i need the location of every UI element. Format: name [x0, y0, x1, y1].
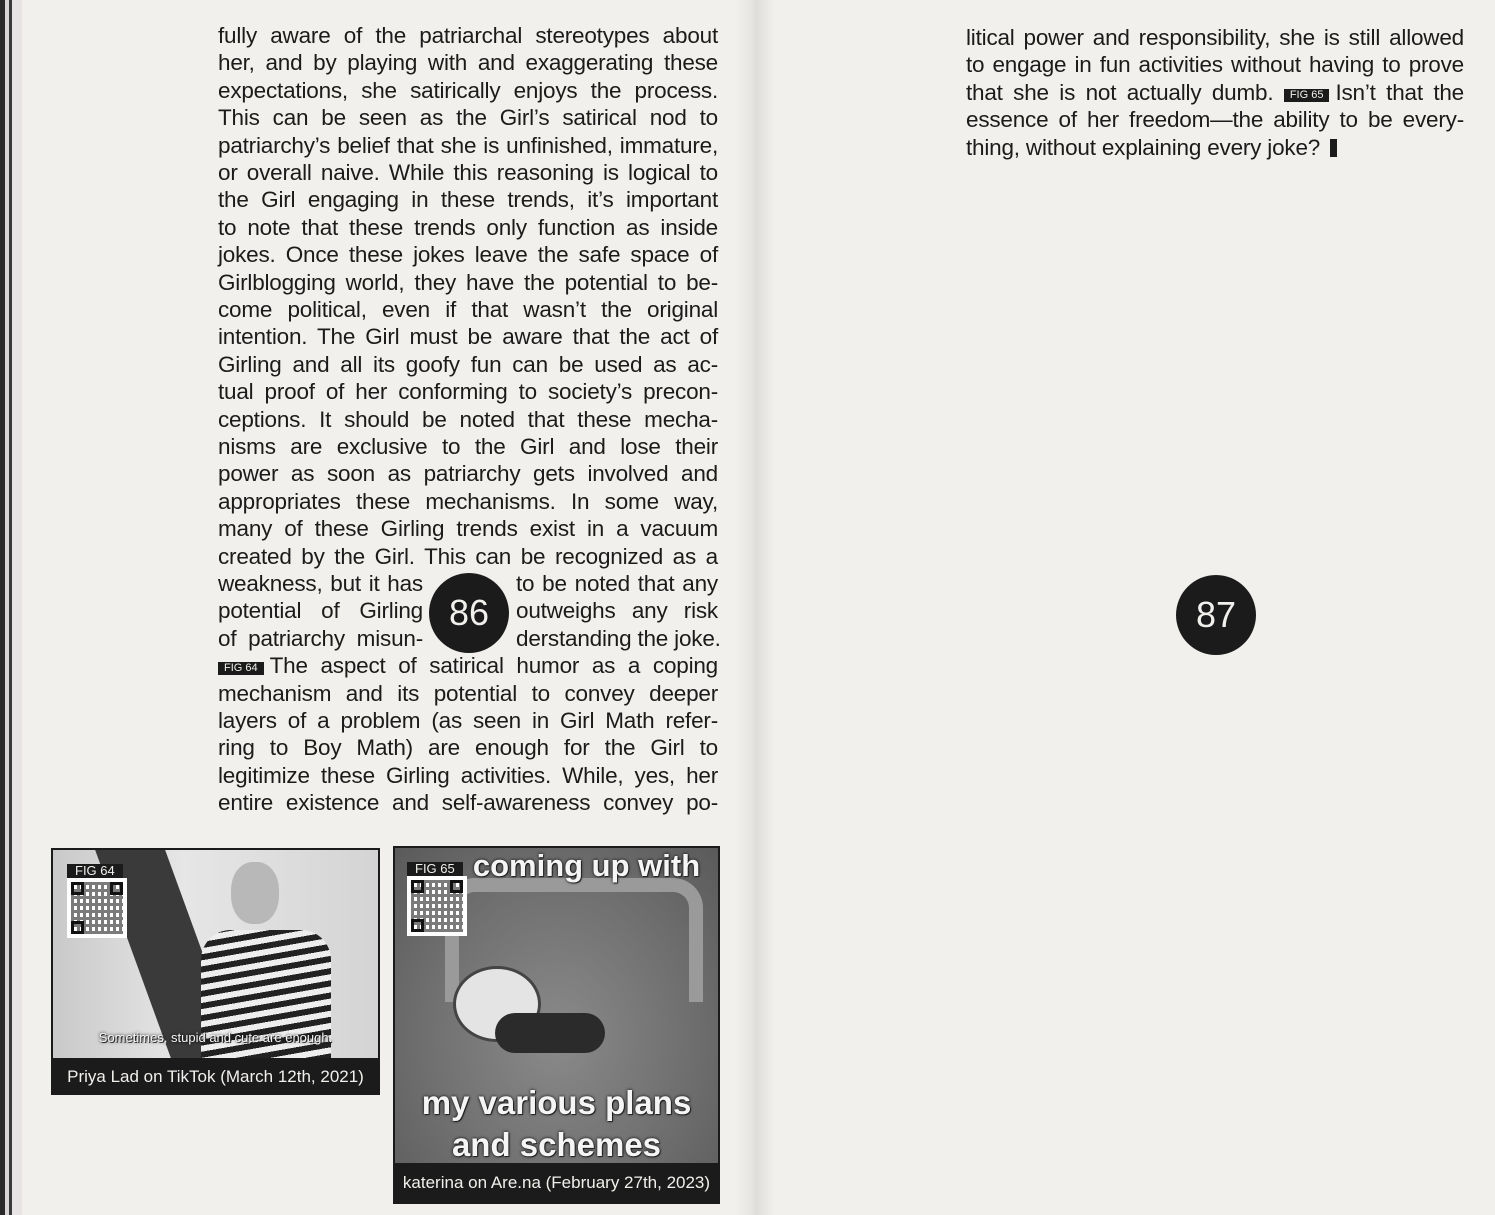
qr-code-icon[interactable]	[407, 876, 467, 936]
book-edge	[0, 0, 22, 1215]
text-line: tual proof of her conforming to society’s precon-	[218, 379, 718, 405]
figure-65-image	[395, 848, 718, 1163]
text-line: to note that these trends only function as inside	[218, 214, 718, 240]
text-line-right: derstanding the joke.	[516, 625, 721, 651]
text-line: many of these Girling trends exist in a vacuum	[218, 516, 718, 542]
text-line: patriarchy’s belief that she is unfinished, immature,	[218, 132, 718, 158]
text-line-right: outweighs any risk	[516, 598, 718, 624]
text-line: legitimize these Girling activities. While, yes, her	[218, 762, 718, 788]
text-line: nisms are exclusive to the Girl and lose their	[218, 434, 718, 459]
text-line: come political, even if that wasn’t the original	[218, 297, 718, 322]
text-line: FIG 64 The aspect of satirical humor as a coping	[218, 652, 718, 680]
text-line-right: to be noted that any	[516, 571, 718, 596]
end-of-chapter-mark	[1330, 139, 1337, 157]
qr-code-icon[interactable]	[67, 878, 127, 938]
text-line-left: potential of Girling	[218, 598, 423, 624]
text-line: created by the Girl. This can be recognized as a	[218, 543, 718, 569]
page-number-86: 86	[429, 573, 509, 653]
text-line: fully aware of the patriarchal stereotypes about	[218, 23, 718, 48]
figure-reference-tag: FIG 65	[1284, 89, 1330, 102]
figure-64-caption: Priya Lad on TikTok (March 12th, 2021)	[67, 1067, 364, 1086]
figure-65-top-text: coming up with	[472, 848, 701, 883]
figure-65-tag: FIG 65	[407, 862, 463, 876]
page-number-87: 87	[1176, 575, 1256, 655]
text-line-left: weakness, but it has	[218, 571, 423, 596]
text-line: mechanism and its potential to convey deeper	[218, 680, 718, 706]
text-line: ring to Boy Math) are enough for the Girl to	[218, 735, 718, 761]
figure-reference-tag: FIG 64	[218, 662, 264, 675]
text-line-left: of patriarchy misun-	[218, 625, 423, 651]
figure-65	[393, 846, 720, 1204]
figure-64	[51, 848, 380, 1095]
figure-65-bottom-text-2: and schemes	[451, 1126, 662, 1163]
figure-65-caption: katerina on Are.na (February 27th, 2023)	[402, 1173, 711, 1192]
text-line: litical power and responsibility, she is still allowed	[966, 25, 1464, 50]
text-line: Girling and all its goofy fun can be used as ac-	[218, 351, 718, 377]
text-line: ceptions. It should be noted that these mecha-	[218, 406, 718, 432]
hello-kitty-body	[495, 1013, 605, 1053]
text-line: to engage in fun activities without having to prove	[966, 52, 1464, 78]
text-line: or overall naive. While this reasoning is logical to	[218, 160, 718, 185]
figure-64-image	[53, 850, 378, 1058]
text-line: that she is not actually dumb. FIG 65 Isn’t that the	[966, 79, 1464, 105]
figure-64-subtitle: Sometimes, stupid and cute are enough.	[98, 1030, 333, 1045]
text-line: the Girl engaging in these trends, it’s important	[218, 187, 718, 213]
text-line: Girlblogging world, they have the potential to be-	[218, 269, 718, 295]
text-line: entire existence and self-awareness convey po-	[218, 790, 718, 816]
text-line: essence of her freedom—the ability to be every-	[966, 107, 1464, 133]
figure-64-tag: FIG 64	[67, 864, 123, 878]
text-line: her, and by playing with and exaggerating these	[218, 50, 718, 76]
text-line: appropriates these mechanisms. In some way,	[218, 488, 718, 514]
text-line: expectations, she satirically enjoys the process.	[218, 77, 718, 103]
text-line: power as soon as patriarchy gets involved and	[218, 461, 718, 487]
text-line: layers of a problem (as seen in Girl Math refer-	[218, 708, 718, 733]
text-line: thing, without explaining every joke?	[966, 134, 1464, 162]
figure-65-bottom-text-1: my various plans	[421, 1084, 692, 1121]
text-line: jokes. Once these jokes leave the safe space of	[218, 242, 718, 268]
book-gutter	[735, 0, 775, 1215]
text-line: intention. The Girl must be aware that the act of	[218, 324, 718, 350]
text-line: This can be seen as the Girl’s satirical nod to	[218, 105, 718, 131]
person-head	[231, 862, 279, 924]
